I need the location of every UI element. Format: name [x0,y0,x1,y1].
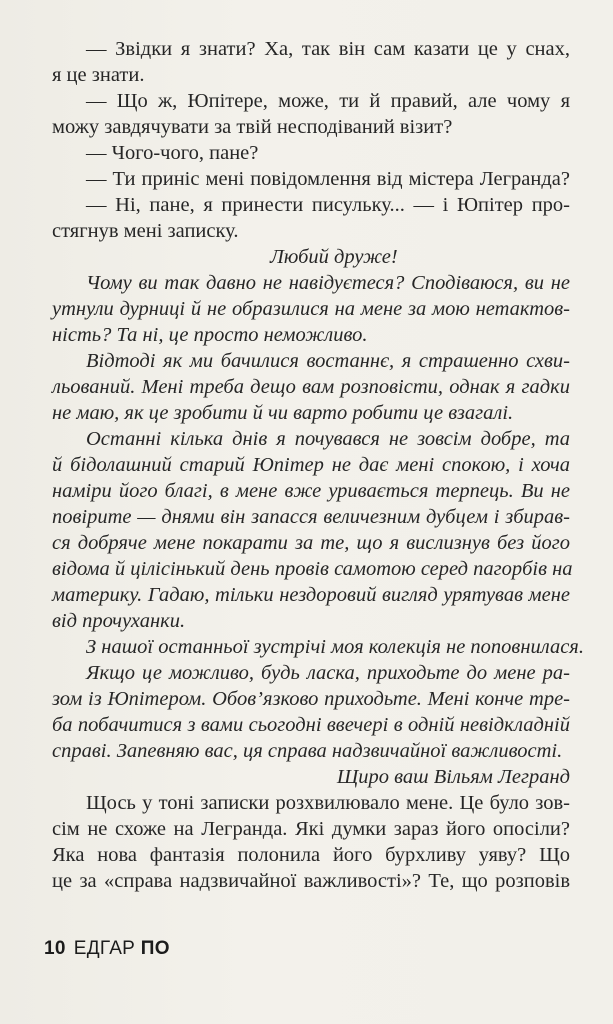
text-line: — Чого-чого, пане? [86,142,259,164]
body-text [52,36,584,894]
text-line: — Звідки я знати? Ха, так він сам казати це у снах, [86,38,570,60]
page-number: 10 [44,938,66,959]
text-line: Щиро ваш Вільям Легранд [336,766,570,788]
author-first-name: ЕДГАР [73,938,136,959]
text-line: стягнув мені записку. [52,220,239,242]
text-line: я це знати. [52,64,145,86]
text-line: Яка нова фантазія полонила його бурхливу уяву? Що [52,844,570,866]
text-line: — Ні, пане, я принести писульку... — і Юпітер про- [86,194,570,216]
text-line: наміри його благі, в мене вже уривається терпець. Ви не [52,480,570,502]
text-line: — Ти приніс мені повідомлення від містера Легранда? [86,168,570,190]
text-line: — Що ж, Юпітере, може, ти й правий, але чому я [86,90,570,112]
text-line: льований. Мені треба дещо вам розповісти, однак я гадки [52,376,570,398]
running-footer [44,938,170,960]
author-last-name: ПО [140,938,170,959]
text-line: ба побачитися з вами сьогодні ввечері в одній невідкладній [52,714,570,736]
text-line: Якщо це можливо, будь ласка, приходьте до мене ра- [86,662,570,684]
text-line: повірите — днями він запасся величезним дубцем і збирав- [52,506,570,528]
text-line: й бідолашний старий Юпітер не дає мені спокою, і хоча [52,454,570,476]
text-line: материку. Гадаю, тільки нездоровий вигляд урятував мене [52,584,570,606]
text-line: утнули дурниці й не образилися на мене за мою нетактов- [52,298,570,320]
text-line: від прочуханки. [52,610,186,632]
text-line: ся добряче мене покарати за те, що я вислизнув без його [52,532,570,554]
text-line: сім не схоже на Легранда. Які думки зараз його опосіли? [52,818,570,840]
text-line: ність? Та ні, це просто неможливо. [52,324,368,346]
text-line: зом із Юпітером. Обов’язково приходьте. Мені конче тре- [52,688,570,710]
text-line: це за «справа надзвичайної важливості»? Те, що розповів [52,870,570,892]
text-line: Чому ви так давно не навідуєтеся? Сподіваюся, ви не [86,272,570,294]
text-line: Любий друже! [270,246,398,268]
text-line: справі. Запевняю вас, ця справа надзвичайної важливості. [52,740,563,762]
text-line: відома й цілісінький день провів самотою серед пагорбів на [52,558,573,580]
text-line: Відтоді як ми бачилися востаннє, я страшенно схви- [86,350,570,372]
text-line: Останні кілька днів я почувався не зовсім добре, та [86,428,570,450]
text-line: З нашої останньої зустрічі моя колекція не поповнилася. [86,636,584,658]
text-line: можу завдячувати за твій несподіваний візит? [52,116,453,138]
text-line: не маю, як це зробити й чи варто робити це взагалі. [52,402,514,424]
text-line: Щось у тоні записки розхвилювало мене. Це було зов- [86,792,570,814]
